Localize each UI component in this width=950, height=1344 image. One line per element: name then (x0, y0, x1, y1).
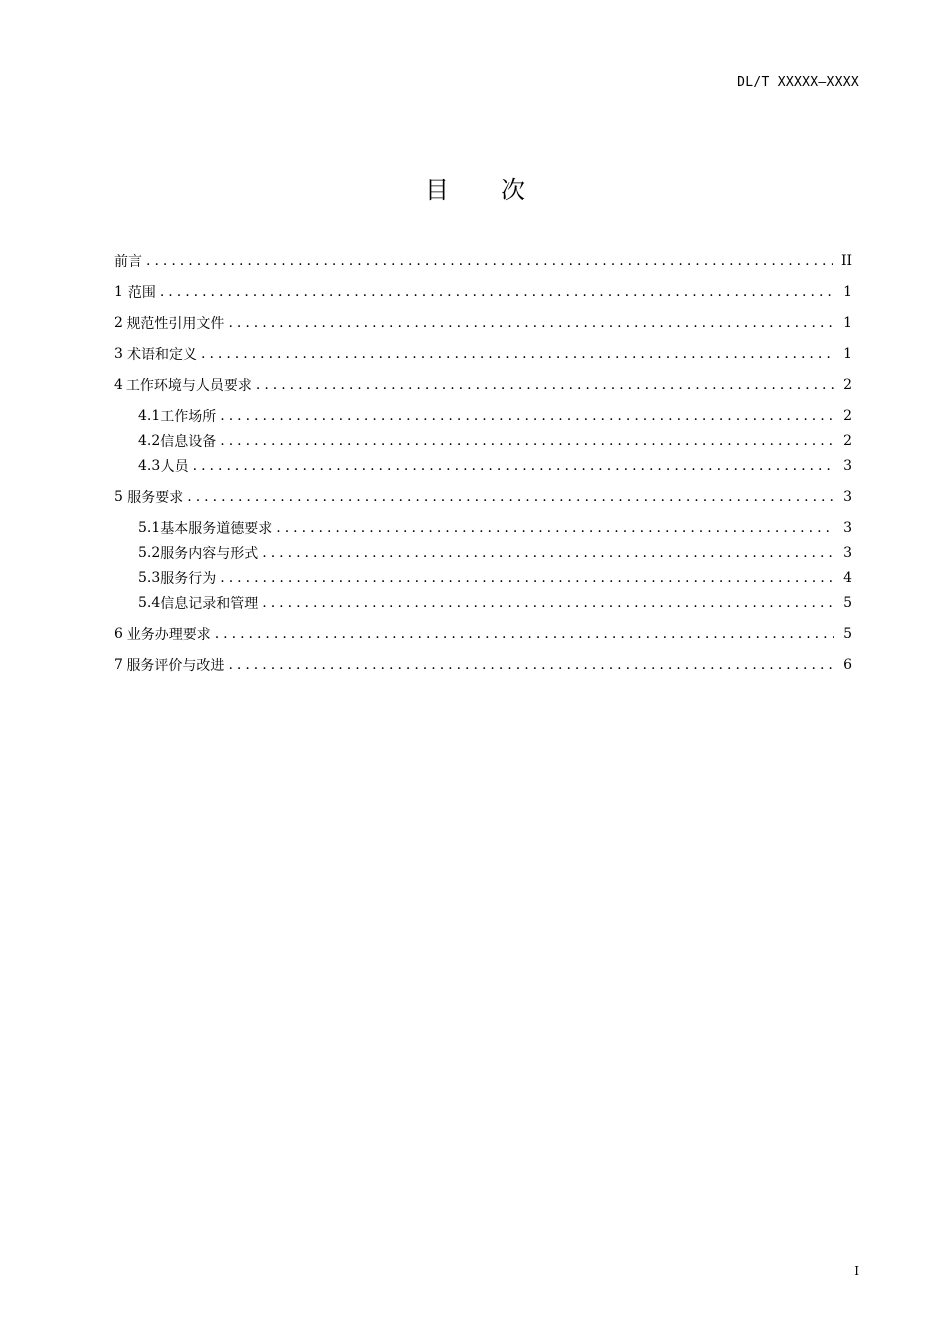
toc-entry-5-4[interactable] (114, 590, 852, 615)
toc-entry-6[interactable] (114, 621, 852, 646)
toc-page-number: 2 (843, 376, 852, 393)
toc-number: 5.3 (138, 569, 161, 586)
toc-page-number: II (840, 252, 852, 269)
toc-leader-dots (276, 520, 834, 536)
toc-entry-2[interactable] (114, 310, 852, 335)
title-char-left: 目 (425, 176, 449, 204)
toc-label: 范围 (127, 284, 156, 301)
toc-page-number: 3 (843, 488, 852, 505)
toc-label: 服务行为 (160, 570, 217, 587)
toc-leader-dots (193, 458, 834, 474)
toc-label: 信息设备 (160, 433, 217, 450)
toc-entry-5[interactable] (114, 484, 852, 509)
toc-page-number: 6 (843, 656, 852, 673)
toc-number: 1 (114, 283, 123, 300)
toc-label: 人员 (160, 458, 189, 475)
toc-page-number: 1 (843, 345, 852, 362)
toc-label: 业务办理要求 (126, 626, 211, 643)
page-number: I (854, 1264, 859, 1278)
toc-page-number: 5 (843, 594, 852, 611)
toc-number: 3 (114, 345, 123, 362)
toc-page-number: 2 (843, 432, 852, 449)
toc-leader-dots (228, 657, 834, 673)
toc-leader-dots (215, 626, 834, 642)
toc-entry-3[interactable] (114, 341, 852, 366)
toc-page-number: 2 (843, 407, 852, 424)
toc-number: 4 (114, 376, 123, 393)
toc-leader-dots (256, 377, 834, 393)
toc-page-number: 3 (843, 519, 852, 536)
toc-number: 2 (114, 314, 123, 331)
toc-label: 信息记录和管理 (160, 595, 259, 612)
toc-entry-7[interactable] (114, 652, 852, 677)
toc-label: 基本服务道德要求 (160, 520, 273, 537)
toc-entry-4-3[interactable] (114, 453, 852, 478)
toc-label: 术语和定义 (127, 346, 197, 363)
toc-page-number: 1 (843, 314, 852, 331)
toc-number: 7 (114, 656, 123, 673)
toc-label: 工作场所 (160, 408, 217, 425)
toc-label: 规范性引用文件 (126, 315, 225, 332)
title-char-right: 次 (501, 176, 525, 204)
toc-label: 服务评价与改进 (126, 657, 225, 674)
toc-number: 5.2 (138, 544, 161, 561)
toc-entry-4-2[interactable] (114, 428, 852, 453)
toc-label: 前言 (114, 253, 142, 270)
toc-number: 6 (114, 625, 123, 642)
toc-number: 4.1 (138, 407, 161, 424)
toc-label: 工作环境与人员要求 (125, 377, 252, 394)
toc-entry-foreword[interactable] (114, 248, 852, 273)
toc-leader-dots (160, 284, 834, 300)
document-code: DL/T XXXXX—XXXX (737, 75, 859, 90)
toc-leader-dots (201, 346, 834, 362)
toc-entry-5-2[interactable] (114, 540, 852, 565)
toc-number: 5 (114, 488, 123, 505)
toc-leader-dots (187, 489, 834, 505)
toc-number: 5.1 (138, 519, 161, 536)
toc-number: 4.3 (138, 457, 161, 474)
toc-entry-1[interactable] (114, 279, 852, 304)
toc-leader-dots (220, 570, 834, 586)
toc-entry-5-3[interactable] (114, 565, 852, 590)
toc-entry-4[interactable] (114, 372, 852, 397)
toc-label: 服务要求 (127, 489, 184, 506)
table-of-contents (114, 248, 852, 677)
toc-number: 5.4 (138, 594, 161, 611)
toc-entry-5-1[interactable] (114, 515, 852, 540)
toc-leader-dots (262, 545, 834, 561)
toc-page-number: 3 (843, 544, 852, 561)
toc-leader-dots (228, 315, 834, 331)
toc-leader-dots (220, 408, 834, 424)
toc-leader-dots (220, 433, 834, 449)
toc-entry-4-1[interactable] (114, 403, 852, 428)
page-title (0, 170, 950, 205)
toc-page-number: 5 (843, 625, 852, 642)
toc-page-number: 4 (843, 569, 852, 586)
toc-leader-dots (262, 595, 834, 611)
toc-leader-dots (146, 253, 833, 269)
toc-number: 4.2 (138, 432, 161, 449)
toc-page-number: 1 (843, 283, 852, 300)
toc-label: 服务内容与形式 (160, 545, 259, 562)
toc-page-number: 3 (843, 457, 852, 474)
